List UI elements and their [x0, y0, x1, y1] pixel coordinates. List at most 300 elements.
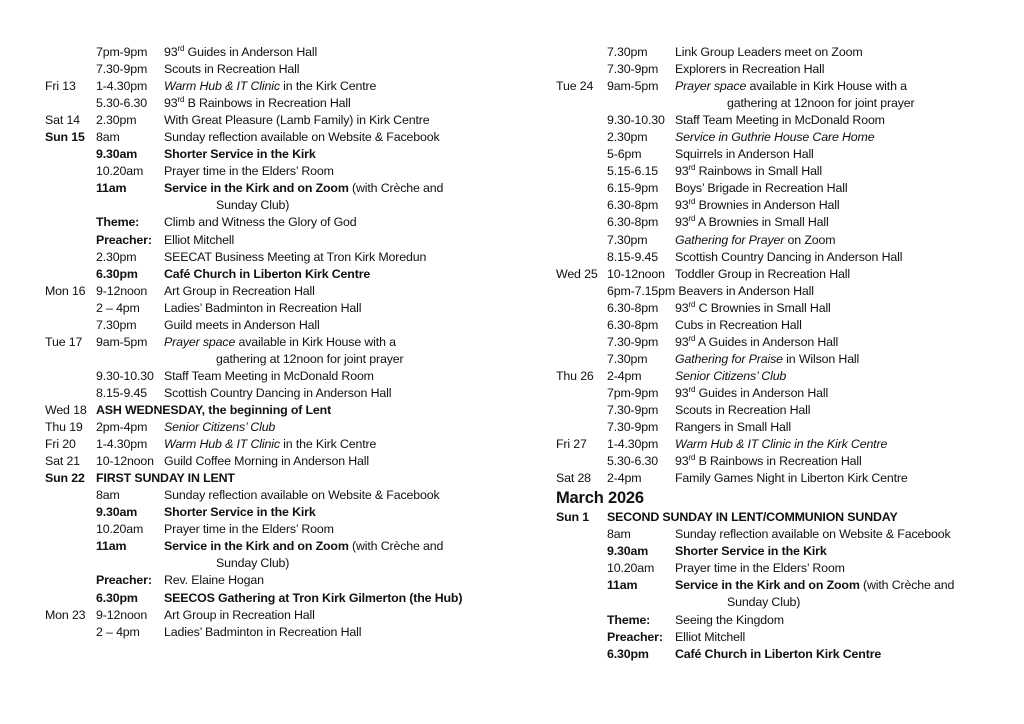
event-row — [45, 283, 515, 300]
event-description — [675, 61, 824, 78]
event-description — [675, 44, 863, 61]
event-row — [45, 436, 515, 453]
event-row — [556, 300, 1006, 317]
text-run: Scottish Country Dancing in Anderson Hall — [675, 249, 903, 264]
event-description — [164, 590, 462, 607]
text-run: Scouts in Recreation Hall — [164, 62, 300, 77]
event-time: 9.30-10.30 — [96, 368, 154, 383]
event-time: 8.15-9.45 — [96, 385, 148, 400]
event-row — [556, 266, 1006, 283]
text-run: With Great Pleasure (Lamb Family) in Kirk Centre — [164, 113, 430, 128]
text-run: Art Group in Recreation Hall — [164, 283, 315, 298]
event-day: Tue 24 — [556, 79, 594, 94]
event-description — [164, 249, 426, 266]
ordinal-suffix: rd — [688, 214, 696, 224]
event-description — [164, 419, 275, 436]
event-row — [556, 283, 1006, 300]
event-description — [675, 436, 887, 453]
text-run: Elliot Mitchell — [164, 232, 235, 247]
event-row — [556, 629, 1006, 646]
event-row — [45, 470, 515, 487]
event-description — [164, 163, 334, 180]
event-row — [556, 44, 1006, 61]
event-description — [164, 61, 299, 78]
calendar-column-left — [45, 44, 515, 641]
text-run: Boys’ Brigade in Recreation Hall — [675, 181, 848, 196]
text-run: Service in the Kirk and on Zoom — [164, 539, 349, 554]
event-description — [164, 368, 374, 385]
event-description-continued: Sunday Club) — [216, 556, 290, 571]
event-day: Mon 16 — [45, 283, 86, 298]
event-row — [45, 504, 515, 521]
event-description — [164, 180, 443, 197]
event-description — [675, 146, 814, 163]
event-day: Fri 13 — [45, 79, 76, 94]
text-run: Rev. Elaine Hogan — [164, 573, 264, 588]
event-description — [164, 385, 391, 402]
event-row — [45, 146, 515, 163]
text-run: Service in Guthrie House Care Home — [675, 130, 875, 145]
event-row — [556, 509, 1006, 526]
event-day: Sun 22 — [45, 471, 85, 486]
text-run: SEECAT Business Meeting at Tron Kirk Moredun — [164, 249, 427, 264]
text-run: Sunday reflection available on Website & Facebook — [164, 488, 440, 503]
event-description — [164, 334, 396, 351]
event-row — [45, 521, 515, 538]
event-label: Preacher: — [96, 232, 152, 247]
event-time: 8am — [96, 130, 120, 145]
event-description — [675, 232, 835, 249]
event-time: 6.15-9pm — [607, 181, 659, 196]
text-run: 93 — [164, 45, 178, 59]
event-time: 7.30pm — [96, 317, 137, 332]
event-row — [556, 334, 1006, 351]
event-description — [164, 538, 443, 555]
event-row — [556, 612, 1006, 629]
text-run: Rangers in Small Hall — [675, 420, 791, 435]
event-row — [556, 402, 1006, 419]
event-row — [45, 572, 515, 589]
event-description — [164, 487, 440, 504]
event-time: 7.30-9pm — [96, 62, 148, 77]
text-run: B Rainbows in Recreation Hall — [184, 96, 351, 111]
text-run: C Brownies in Small Hall — [695, 300, 831, 315]
event-row — [556, 436, 1006, 453]
text-run: Ladies’ Badminton in Recreation Hall — [164, 300, 362, 315]
event-time: 1-4.30pm — [607, 437, 659, 452]
text-run: Warm Hub & IT Clinic — [164, 79, 280, 94]
text-run: Prayer space — [675, 79, 747, 94]
event-time: 2 – 4pm — [96, 300, 140, 315]
event-description — [164, 95, 351, 112]
text-run: 93 — [675, 454, 689, 469]
text-run: on Zoom — [784, 232, 836, 247]
event-description — [164, 572, 264, 589]
event-time: 1-4.30pm — [96, 79, 148, 94]
event-description — [675, 419, 791, 436]
text-run: Warm Hub & IT Clinic — [164, 437, 280, 452]
text-run: Café Church in Liberton Kirk Centre — [675, 646, 882, 661]
event-description — [164, 266, 370, 283]
ordinal-suffix: rd — [688, 299, 696, 309]
event-description — [164, 607, 315, 624]
event-description — [675, 543, 827, 560]
event-time: 7.30pm — [607, 232, 648, 247]
text-run: (with Crèche and — [348, 181, 444, 196]
event-time: 2.30pm — [96, 249, 137, 264]
text-run: B Rainbows in Recreation Hall — [695, 454, 862, 469]
event-time: 7pm-9pm — [96, 45, 148, 59]
event-description — [164, 232, 234, 249]
event-description — [675, 129, 874, 146]
event-description — [164, 112, 429, 129]
event-row — [45, 112, 515, 129]
event-time: 11am — [607, 578, 638, 593]
event-description — [675, 197, 840, 214]
text-run: 93 — [675, 215, 689, 230]
text-run: Service in the Kirk and on Zoom — [675, 578, 860, 593]
text-run: Scouts in Recreation Hall — [675, 402, 811, 417]
event-time: 5.30-6.30 — [607, 454, 659, 469]
text-run: Shorter Service in the Kirk — [164, 505, 316, 520]
event-row — [45, 78, 515, 95]
text-run: Seeing the Kingdom — [675, 612, 784, 627]
text-run: SECOND SUNDAY IN LENT/COMMUNION SUNDAY — [607, 510, 898, 525]
text-run: 93 — [675, 334, 689, 349]
event-day: Mon 23 — [45, 607, 86, 622]
text-run: Toddler Group in Recreation Hall — [675, 266, 850, 281]
event-description — [675, 560, 845, 577]
event-description — [675, 526, 951, 543]
event-description — [675, 368, 786, 385]
ordinal-suffix: rd — [688, 384, 696, 394]
event-day: Sat 14 — [45, 113, 80, 128]
text-run: 93 — [164, 96, 178, 111]
event-row — [45, 334, 515, 368]
event-description — [164, 300, 361, 317]
event-time: 6.30pm — [96, 266, 138, 281]
text-run: Staff Team Meeting in McDonald Room — [675, 113, 885, 128]
text-run: Guides in Anderson Hall — [184, 45, 318, 59]
event-description — [675, 78, 907, 95]
event-time: 7.30-9pm — [607, 334, 659, 349]
event-label: Preacher: — [96, 573, 152, 588]
text-run: Climb and Witness the Glory of God — [164, 215, 357, 230]
event-day: Fri 27 — [556, 437, 587, 452]
event-time: 10-12noon — [607, 266, 665, 281]
event-time: 6.30pm — [607, 646, 649, 661]
event-row — [45, 232, 515, 249]
ordinal-suffix: rd — [688, 197, 696, 207]
event-description-continued: gathering at 12noon for joint prayer — [216, 351, 404, 366]
ordinal-suffix: rd — [688, 163, 696, 173]
event-time: 6.30-8pm — [607, 198, 659, 213]
event-row — [556, 232, 1006, 249]
text-run: 93 — [675, 198, 689, 213]
text-run: Family Games Night in Liberton Kirk Centre — [675, 471, 908, 486]
text-run: Guild Coffee Morning in Anderson Hall — [164, 454, 369, 469]
event-label: Theme: — [607, 612, 651, 627]
event-day: Wed 18 — [45, 402, 87, 417]
event-day: Sun 15 — [45, 130, 85, 145]
event-row — [45, 317, 515, 334]
event-row — [556, 560, 1006, 577]
ordinal-suffix: rd — [688, 453, 696, 463]
ordinal-suffix: rd — [688, 333, 696, 343]
event-time: 11am — [96, 539, 127, 554]
text-run: Shorter Service in the Kirk — [675, 544, 827, 559]
event-time: 10.20am — [96, 522, 144, 537]
event-row — [556, 577, 1006, 611]
text-run: Elliot Mitchell — [675, 629, 746, 644]
event-row — [45, 538, 515, 572]
event-time: 1-4.30pm — [96, 437, 148, 452]
event-time: 5-6pm — [607, 147, 642, 162]
text-run: Senior Citizens’ Club — [675, 368, 787, 383]
event-time: 7.30-9pm — [607, 402, 659, 417]
event-time: 7.30-9pm — [607, 420, 659, 435]
event-row — [556, 61, 1006, 78]
text-run: Cubs in Recreation Hall — [675, 317, 802, 332]
event-label: Theme: — [96, 215, 140, 230]
event-row — [45, 402, 515, 419]
event-description — [675, 646, 881, 663]
event-row — [45, 249, 515, 266]
event-time: 9-12noon — [96, 607, 148, 622]
text-run: (with Crèche and — [859, 578, 955, 593]
event-time: 9-12noon — [96, 283, 148, 298]
ordinal-suffix: rd — [177, 44, 185, 53]
event-time: 9am-5pm — [96, 334, 148, 349]
event-day: Thu 26 — [556, 368, 594, 383]
text-run: Gathering for Prayer — [675, 232, 785, 247]
text-run: ASH WEDNESDAY, the beginning of Lent — [96, 402, 332, 417]
event-description — [164, 129, 440, 146]
event-description — [675, 612, 784, 629]
text-run: Rainbows in Small Hall — [695, 164, 823, 179]
event-row — [45, 163, 515, 180]
event-description — [675, 351, 859, 368]
event-description — [164, 44, 317, 61]
event-description-continued: Sunday Club) — [216, 198, 290, 213]
event-row — [45, 214, 515, 231]
text-run: Link Group Leaders meet on Zoom — [675, 45, 863, 59]
text-run: Service in the Kirk and on Zoom — [164, 181, 349, 196]
event-description — [164, 504, 316, 521]
text-run: SEECOS Gathering at Tron Kirk Gilmerton (the Hub) — [164, 590, 463, 605]
event-row — [556, 197, 1006, 214]
event-time: 2.30pm — [96, 113, 137, 128]
event-time: 7.30pm — [607, 351, 648, 366]
event-description — [675, 470, 908, 487]
text-run: in Wilson Hall — [782, 351, 860, 366]
text-run: in the Kirk Centre — [279, 437, 377, 452]
text-run: Prayer time in the Elders’ Room — [164, 522, 334, 537]
text-run: Brownies in Anderson Hall — [695, 198, 840, 213]
event-row — [45, 95, 515, 112]
event-row — [45, 266, 515, 283]
event-day: Sat 21 — [45, 454, 80, 469]
event-day: Fri 20 — [45, 437, 76, 452]
event-time: 2.30pm — [607, 130, 648, 145]
event-row — [556, 646, 1006, 663]
event-description — [675, 249, 902, 266]
event-description — [675, 317, 802, 334]
event-heading — [607, 283, 814, 300]
text-run: in the Kirk Centre — [279, 79, 377, 94]
event-description-continued: gathering at 12noon for joint prayer — [727, 96, 915, 111]
event-description — [675, 266, 850, 283]
event-heading — [96, 402, 331, 419]
event-description — [675, 577, 954, 594]
event-time: 8am — [607, 527, 631, 542]
event-day: Tue 17 — [45, 334, 83, 349]
event-row — [45, 368, 515, 385]
event-day: Wed 25 — [556, 266, 598, 281]
text-run: Staff Team Meeting in McDonald Room — [164, 368, 374, 383]
text-run: Senior Citizens’ Club — [164, 420, 276, 435]
event-time: 7.30pm — [607, 45, 648, 59]
event-time: 9.30-10.30 — [607, 113, 665, 128]
text-run: Guild meets in Anderson Hall — [164, 317, 320, 332]
text-run: Prayer time in the Elders’ Room — [164, 164, 334, 179]
text-run: Explorers in Recreation Hall — [675, 62, 825, 77]
event-time: 2-4pm — [607, 368, 642, 383]
event-day: Sat 28 — [556, 471, 591, 486]
event-description — [675, 300, 831, 317]
event-row — [556, 249, 1006, 266]
event-row — [556, 163, 1006, 180]
event-time: 10.20am — [96, 164, 144, 179]
event-row — [556, 368, 1006, 385]
event-row — [556, 78, 1006, 112]
event-description — [164, 436, 376, 453]
event-row — [556, 419, 1006, 436]
text-run: Shorter Service in the Kirk — [164, 147, 316, 162]
event-time: 8am — [96, 488, 120, 503]
event-time: 10.20am — [607, 561, 655, 576]
event-description — [675, 385, 828, 402]
text-run: Prayer space — [164, 334, 236, 349]
event-row — [45, 453, 515, 470]
event-time: 6.30-8pm — [607, 317, 659, 332]
event-row — [556, 112, 1006, 129]
event-description — [164, 317, 320, 334]
event-row — [45, 419, 515, 436]
event-description — [675, 163, 822, 180]
event-time: 11am — [96, 181, 127, 196]
event-time: 9.30am — [607, 544, 649, 559]
event-row — [556, 351, 1006, 368]
event-description — [675, 629, 745, 646]
event-time: 5.30-6.30 — [96, 96, 148, 111]
text-run: 93 — [675, 300, 689, 315]
event-description — [164, 146, 316, 163]
event-row — [45, 300, 515, 317]
text-run: Guides in Anderson Hall — [695, 385, 829, 400]
event-description — [164, 624, 361, 641]
event-time: 6.30-8pm — [607, 300, 659, 315]
event-description — [164, 453, 369, 470]
text-run: Gathering for Praise — [675, 351, 783, 366]
event-row — [556, 180, 1006, 197]
text-run: Ladies’ Badminton in Recreation Hall — [164, 624, 362, 639]
text-run: Squirrels in Anderson Hall — [675, 147, 814, 162]
event-row — [45, 385, 515, 402]
event-row — [45, 607, 515, 624]
event-row — [45, 129, 515, 146]
event-row — [45, 624, 515, 641]
event-time: 9am-5pm — [607, 79, 659, 94]
text-run: Sunday reflection available on Website & Facebook — [164, 130, 440, 145]
event-time: 9.30am — [96, 147, 138, 162]
event-row — [45, 61, 515, 78]
event-description-continued: Sunday Club) — [727, 595, 801, 610]
month-heading: March 2026 — [556, 489, 644, 508]
text-run: Scottish Country Dancing in Anderson Hall — [164, 385, 392, 400]
event-time: 9.30am — [96, 505, 138, 520]
text-run: 6pm-7.15pm Beavers in Anderson Hall — [607, 283, 814, 298]
text-run: A Guides in Anderson Hall — [695, 334, 839, 349]
event-row — [556, 453, 1006, 470]
text-run: Café Church in Liberton Kirk Centre — [164, 266, 371, 281]
event-time: 8.15-9.45 — [607, 249, 659, 264]
event-time: 7pm-9pm — [607, 385, 659, 400]
event-time: 5.15-6.15 — [607, 164, 659, 179]
event-description — [675, 402, 810, 419]
event-description — [164, 78, 376, 95]
text-run: available in Kirk House with a — [235, 334, 396, 349]
event-row — [556, 317, 1006, 334]
event-heading — [96, 470, 235, 487]
event-row — [556, 385, 1006, 402]
text-run: Warm Hub & IT Clinic in the Kirk Centre — [675, 437, 888, 452]
event-description — [675, 112, 885, 129]
event-description — [675, 180, 847, 197]
event-description — [675, 453, 862, 470]
event-description — [164, 521, 334, 538]
event-row — [556, 470, 1006, 487]
event-row — [556, 146, 1006, 163]
event-row — [556, 526, 1006, 543]
event-row — [45, 180, 515, 214]
event-time: 2-4pm — [607, 471, 642, 486]
event-row — [45, 44, 515, 61]
event-label: Preacher: — [607, 629, 663, 644]
event-time: 6.30-8pm — [607, 215, 659, 230]
event-description — [164, 214, 357, 231]
text-run: Sunday reflection available on Website & Facebook — [675, 527, 951, 542]
event-heading — [607, 509, 898, 526]
event-time: 2 – 4pm — [96, 624, 140, 639]
event-row — [556, 129, 1006, 146]
text-run: 93 — [675, 164, 689, 179]
event-row — [556, 543, 1006, 560]
text-run: Art Group in Recreation Hall — [164, 607, 315, 622]
text-run: available in Kirk House with a — [746, 79, 907, 94]
event-time: 2pm-4pm — [96, 420, 148, 435]
event-time: 10-12noon — [96, 454, 154, 469]
event-description — [675, 334, 838, 351]
ordinal-suffix: rd — [177, 95, 185, 105]
event-time: 7.30-9pm — [607, 62, 659, 77]
event-time: 6.30pm — [96, 590, 138, 605]
event-row — [556, 214, 1006, 231]
event-description — [675, 214, 829, 231]
event-row — [45, 590, 515, 607]
text-run: Prayer time in the Elders’ Room — [675, 561, 845, 576]
event-row — [45, 487, 515, 504]
